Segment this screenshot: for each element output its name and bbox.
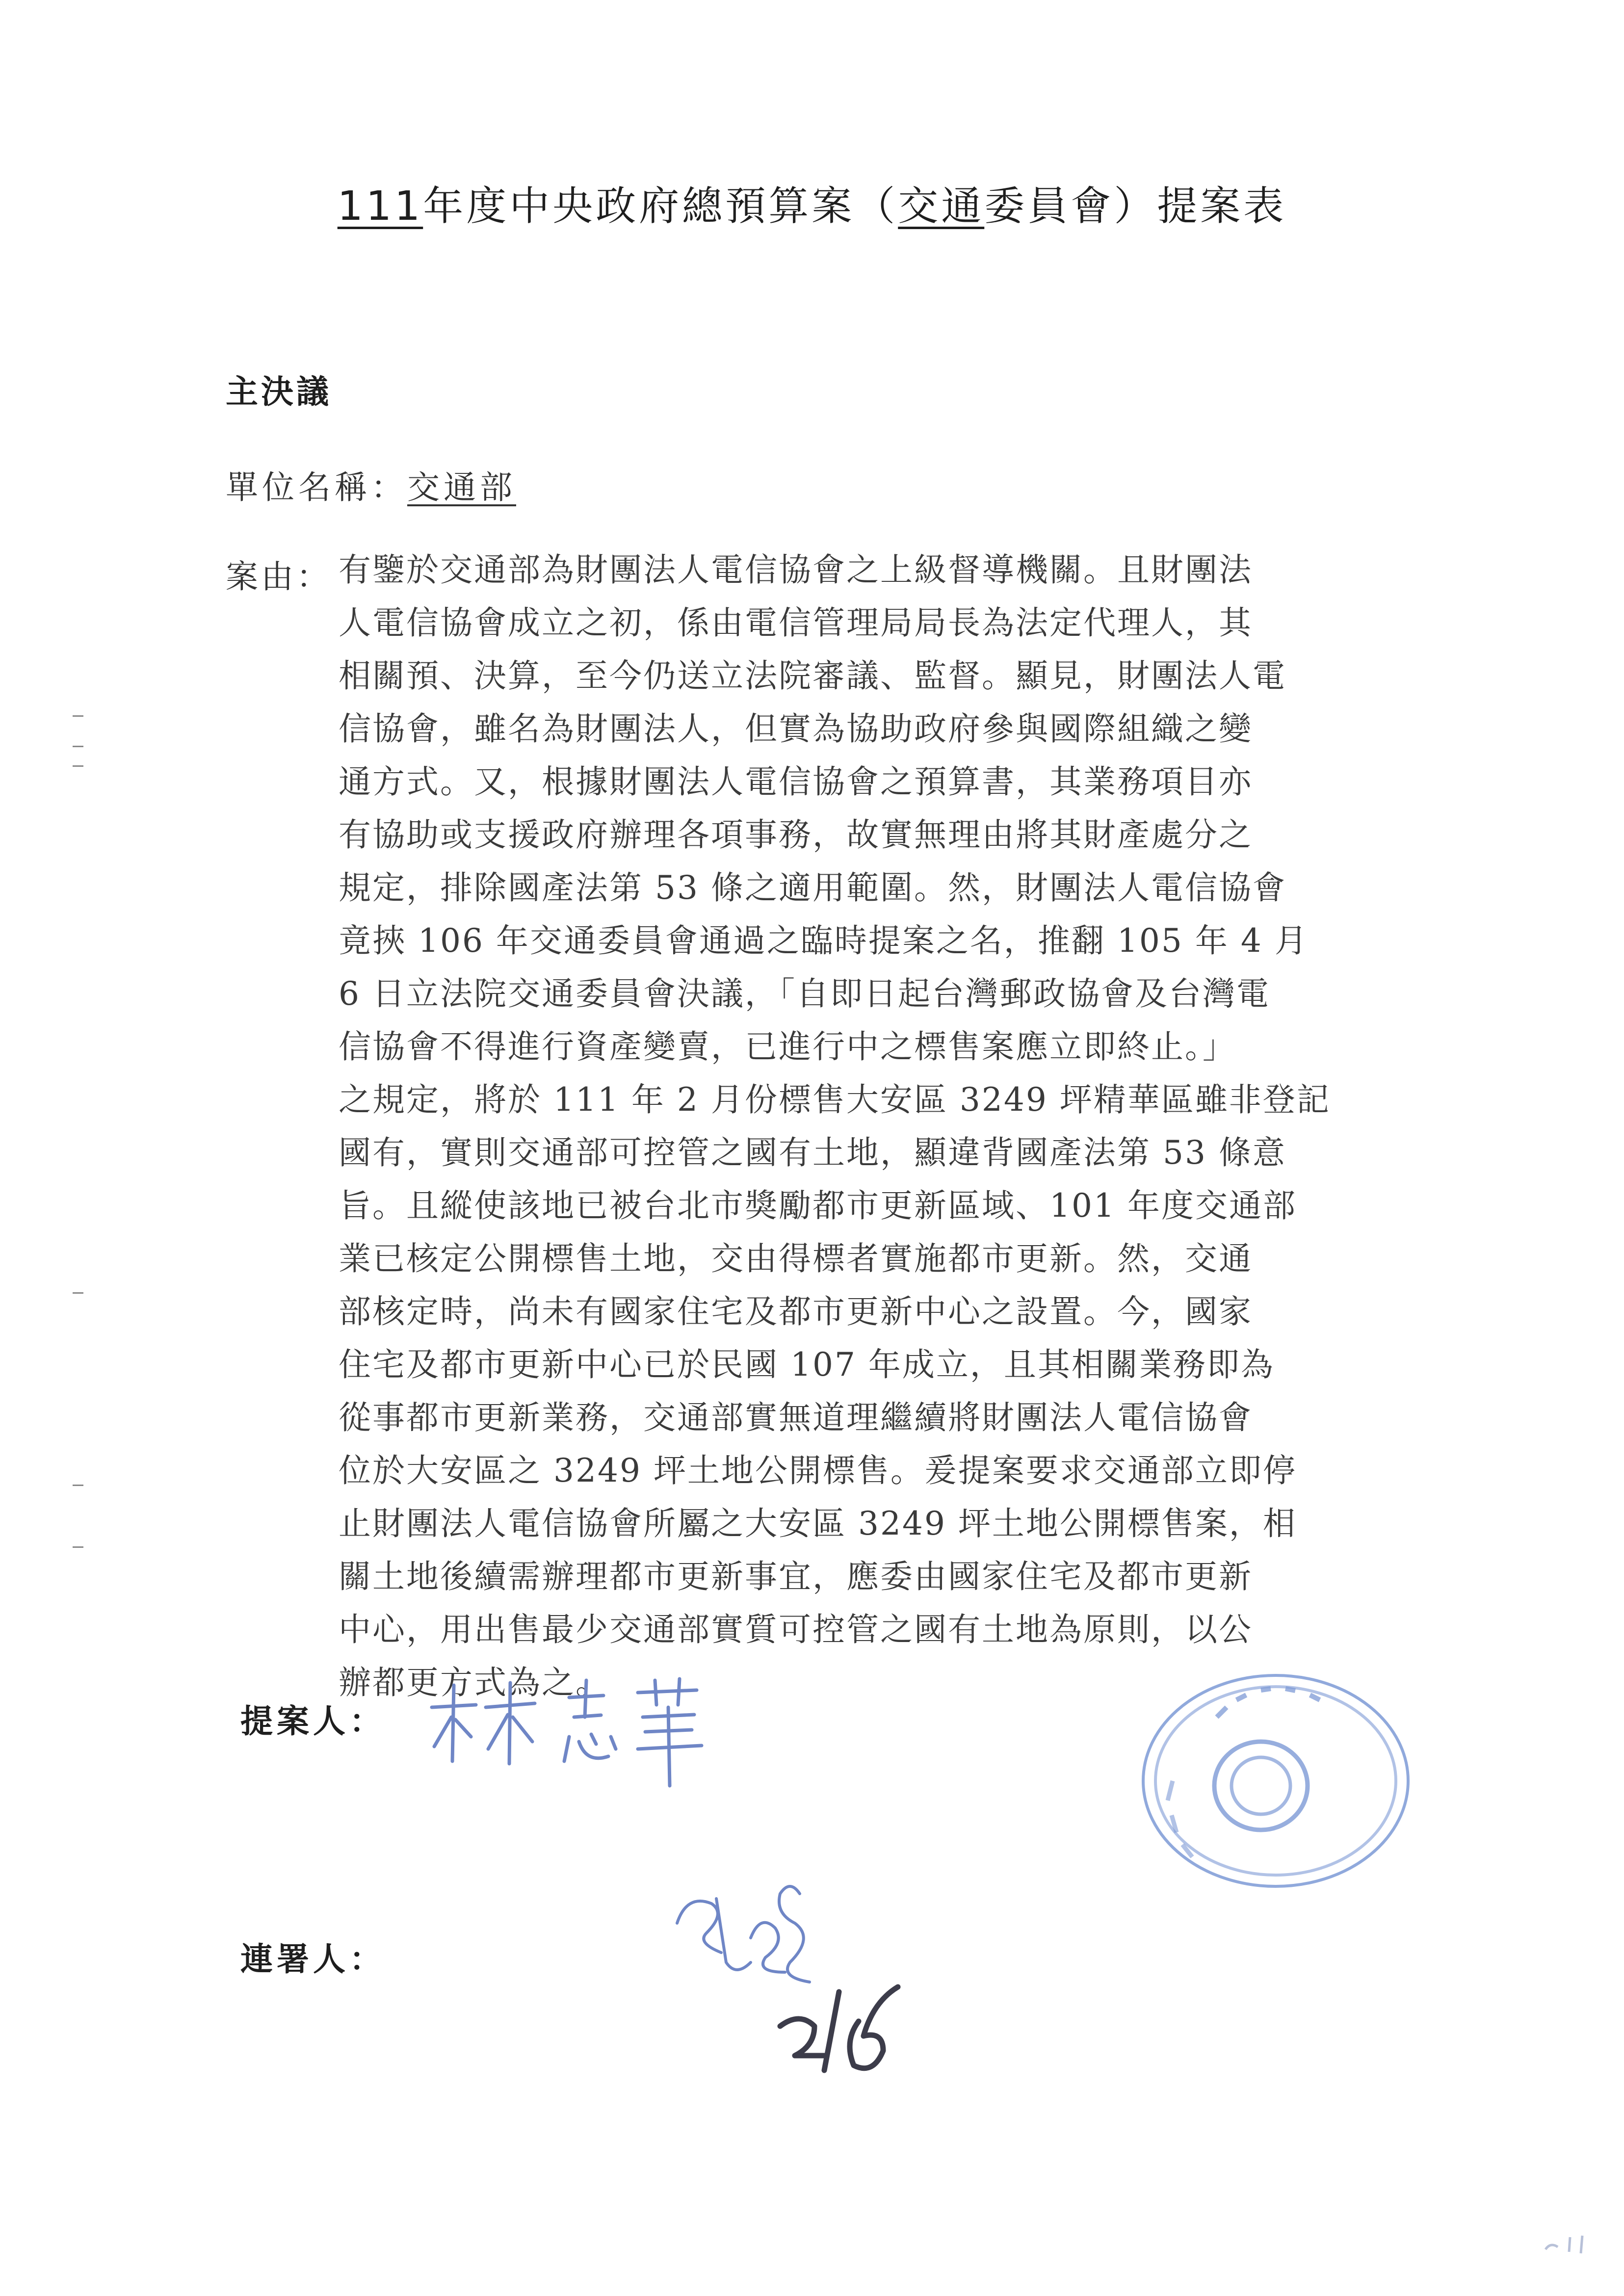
case-line: 信協會不得進行資產變賣，已進行中之標售案應立即終止。」 [339,1028,1236,1066]
title-middle: 年度中央政府總預算案（ [423,183,898,230]
title-committee: 交通 [898,183,985,230]
margin-mark [73,1546,83,1548]
case-line: 之規定，將於 111 年 2 月份標售大安區 3249 坪精華區雖非登記 [339,1081,1331,1119]
margin-mark [73,746,83,747]
unit-row [226,461,516,508]
page-title [0,174,1624,232]
case-line: 部核定時，尚未有國家住宅及都市更新中心之設置。今，國家 [339,1293,1253,1331]
official-seal [1114,1658,1418,1933]
cosigner-label: 連署人： [240,1940,386,1978]
case-line: 規定，排除國產法第 53 條之適用範圍。然，財團法人電信協會 [339,869,1286,907]
case-line: 竟挾 106 年交通委員會通過之臨時提案之名，推翻 105 年 4 月 [339,922,1309,960]
case-line: 辦都更方式為之。 [339,1664,609,1701]
case-line: 從事都市更新業務，交通部實無道理繼續將財團法人電信協會 [339,1399,1253,1436]
unit-value: 交通部 [407,469,516,506]
case-line: 旨。且縱使該地已被台北市獎勵都市更新區域、101 年度交通部 [339,1187,1297,1225]
case-line: 信協會，雖名為財團法人，但實為協助政府參與國際組織之變 [339,710,1253,748]
case-label: 案由： [226,558,332,596]
case-line: 有鑒於交通部為財團法人電信協會之上級督導機關。且財團法 [339,551,1253,589]
case-body [339,544,1408,1709]
margin-mark [73,1485,83,1486]
case-line: 相關預、決算，至今仍送立法院審議、監督。顯見，財團法人電 [339,657,1286,695]
case-line: 業已核定公開標售土地，交由得標者實施都市更新。然，交通 [339,1240,1253,1278]
case-line: 位於大安區之 3249 坪土地公開標售。爰提案要求交通部立即停 [339,1452,1297,1489]
case-line: 止財團法人電信協會所屬之大安區 3249 坪土地公開標售案，相 [339,1505,1297,1542]
case-line: 國有，實則交通部可控管之國有土地，顯違背國產法第 53 條意 [339,1134,1286,1172]
case-line: 住宅及都市更新中心已於民國 107 年成立，且其相關業務即為 [339,1346,1275,1383]
unit-label: 單位名稱： [226,469,407,506]
case-line: 有協助或支援政府辦理各項事務，故實無理由將其財產處分之 [339,816,1253,854]
cosigner-signature [667,1864,971,2090]
proposer-label: 提案人： [240,1702,386,1740]
margin-mark [73,1292,83,1294]
title-year: 111 [337,183,423,230]
scan-mark [1541,2230,1599,2259]
case-line: 關土地後續需辦理都市更新事宜，應委由國家住宅及都市更新 [339,1558,1253,1595]
case-line: 中心，用出售最少交通部實質可控管之國有土地為原則，以公 [339,1611,1253,1648]
case-line: 6 日立法院交通委員會決議，「自即日起台灣郵政協會及台灣電 [339,975,1270,1013]
section-heading: 主決議 [226,372,332,411]
proposer-signature [422,1663,765,1791]
margin-mark [73,765,83,767]
case-line: 人電信協會成立之初，係由電信管理局局長為法定代理人，其 [339,604,1253,642]
case-line: 通方式。又，根據財團法人電信協會之預算書，其業務項目亦 [339,763,1253,801]
margin-mark [73,715,83,717]
title-suffix: 委員會）提案表 [984,183,1287,230]
